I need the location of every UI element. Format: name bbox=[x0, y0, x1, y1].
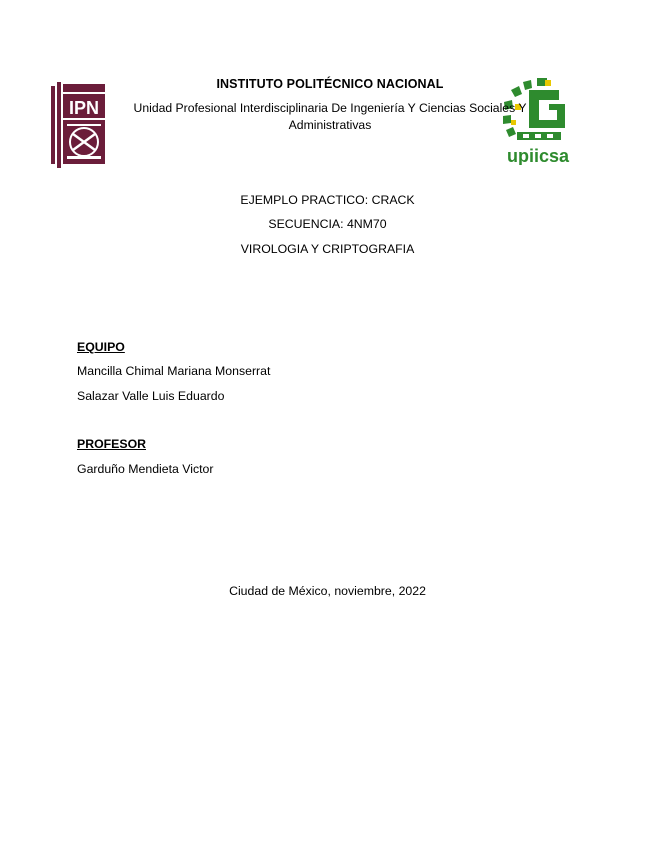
team-member: Mancilla Chimal Mariana Monserrat bbox=[77, 364, 271, 378]
professor-name: Garduño Mendieta Victor bbox=[77, 462, 214, 476]
institution-title: INSTITUTO POLITÉCNICO NACIONAL bbox=[216, 77, 444, 91]
team-heading: EQUIPO bbox=[77, 340, 125, 354]
place-date: Ciudad de México, noviembre, 2022 bbox=[229, 584, 426, 598]
professor-heading: PROFESOR bbox=[77, 437, 147, 451]
document-title: EJEMPLO PRACTICO: CRACK bbox=[240, 193, 415, 207]
unit-name: Unidad Profesional Interdisciplinaria De Ingeniería Y Ciencias Sociales Y Administrativas bbox=[133, 101, 527, 132]
ipn-logo bbox=[49, 82, 107, 168]
team-member: Salazar Valle Luis Eduardo bbox=[77, 389, 225, 403]
course-name: VIROLOGIA Y CRIPTOGRAFIA bbox=[240, 242, 415, 256]
upiicsa-logo-text: upiicsa bbox=[506, 146, 570, 165]
sequence-line: SECUENCIA: 4NM70 bbox=[268, 217, 387, 231]
svg-text:IPN: IPN bbox=[68, 98, 100, 118]
